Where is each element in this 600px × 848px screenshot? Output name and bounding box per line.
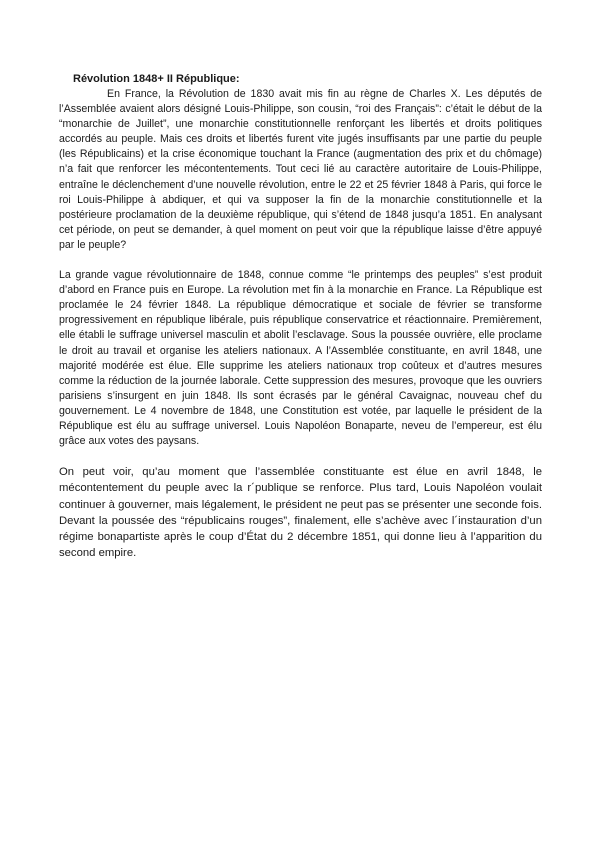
paragraph-introduction: En France, la Révolution de 1830 avait mis fin au règne de Charles X. Les députés de l’Assemblée avaient alors désigné Louis-Philippe, son cousin, “roi des Français”: c’était le début de la “monarchie de Juillet”, une monarchie constitutionnelle renforçant les libertés et droits politiques accordés au peuple. Mais ces droits et libertés furent vite jugés insuffisants par une partie du peuple (les Républicains) et la crise économique touchant la France (augmentation des prix et du chômage) n’a fait que renforcer les mécontentements. Tout ceci lié au caractère autoritaire de Louis-Philippe, entraîne le déclenchement d’une nouvelle révolution, entre le 22 et 25 février 1848 à Paris, qui force le roi Louis-Philippe à abdiquer, et qui va supposer la fin de la monarchie constitutionnelle et la postérieure proclamation de la deuxième république, qui s’étend de 1848 jusqu’a 1851. En analysant cet période, on peut se demander, à quel moment on peut voir que la république laisse d’être appuyé par le peuple? <box>59 88 542 251</box>
document-body <box>59 72 542 561</box>
paragraph-conclusion: On peut voir, qu’au moment que l’assemblée constituante est élue en avril 1848, le mécontentement du peuple avec la r´publique se renforce. Plus tard, Louis Napoléon voulait continuer à gouverner, mais légalement, le président ne peut pas se présenter une seconde fois. Devant la poussée des “républicains rouges”, finalement, elle s’achève avec l´instauration d’un régime bonapartiste après le coup d’État du 2 décembre 1851, qui donne lieu à l’apparition du second empire. <box>59 466 542 560</box>
document-title: Révolution 1848+ II République: <box>73 73 240 85</box>
paragraph-development: La grande vague révolutionnaire de 1848, connue comme “le printemps des peuples” s’est produit d’abord en France puis en Europe. La révolution met fin à la monarchie en France. La République est proclamée le 24 février 1848. La république démocratique et sociale de février se transforme progressivement en république libérale, puis république conservatrice et réactionnaire. Premièrement, elle établi le suffrage universel masculin et abolit l’esclavage. Sous la poussée ouvrière, elle proclame le droit au travail et organise les ateliers nationaux. A l’Assemblée constituante, en avril 1848, une majorité modérée est élue. Elle supprime les ateliers nationaux trop coûteux et d’autres mesures comme la réduction de la journée laborale. Cette suppression des mesures, provoque que les ouvriers parisiens s’insurgent en juin 1848. Ils sont écrasés par le général Cavaignac, nouveau chef du gouvernement. Le 4 novembre de 1848, une Constitution est votée, par laquelle le président de la République est élu au suffrage universel. Louis Napoléon Bonaparte, neveu de l’empereur, est élu grâce aux votes des paysans. <box>59 269 542 448</box>
